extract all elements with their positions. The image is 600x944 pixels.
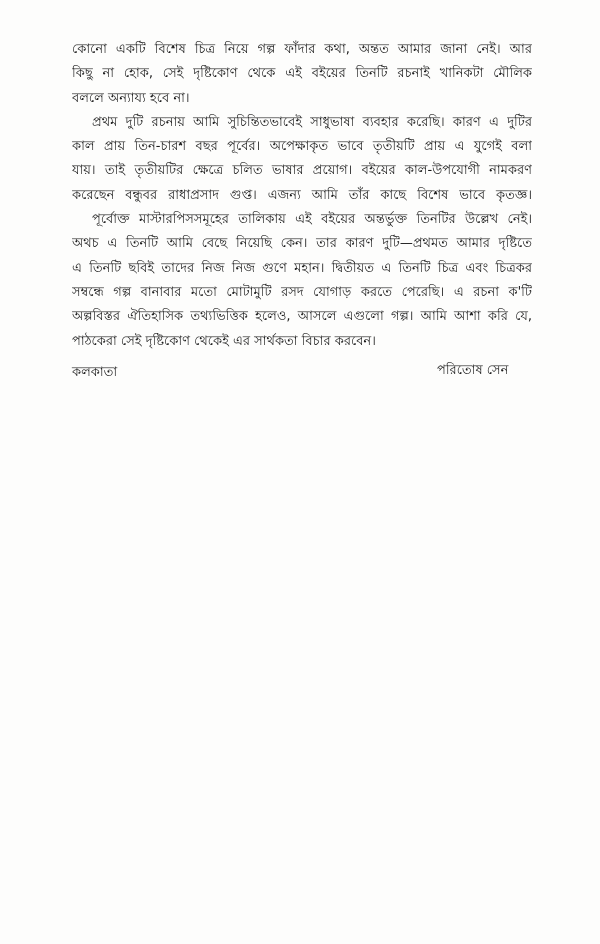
paragraph-2-line-1: প্রথম দুটি রচনায় আমি সুচিন্তিতভাবেই সাধুভাষা ব্যবহার করেছি। কারণ এ দুটির xyxy=(92,114,532,130)
paragraph-3-line-5: অল্পবিস্তর ঐতিহাসিক তথ্যভিত্তিক হলেও, আসলে এগুলো গল্প। আমি আশা করি যে, xyxy=(72,309,532,325)
paragraph-3-line-1: পূর্বোক্ত মাস্টারপিসসমূহের তালিকায় এই বইয়ের অন্তর্ভুক্ত তিনটির উল্লেখ নেই। xyxy=(92,212,532,228)
signature-place: কলকাতা xyxy=(72,365,118,380)
signature-author: পরিতোষ সেন xyxy=(437,363,509,378)
paragraph-3-line-3: এ তিনটি ছবিই তাদের নিজ নিজ গুণে মহান। দ্বিতীয়ত এ তিনটি চিত্র এবং চিত্রকর xyxy=(72,260,532,276)
paragraph-1-line-3: বললে অন্যায্য হবে না। xyxy=(72,90,190,106)
paragraph-3-line-2: অথচ এ তিনটি আমি বেছে নিয়েছি কেন। তার কারণ দুটি—প্রথমত আমার দৃষ্টিতে xyxy=(72,236,532,252)
paragraph-1-line-2: কিছু না হোক, সেই দৃষ্টিকোণ থেকে এই বইয়ের তিনটি রচনাই খানিকটা মৌলিক xyxy=(72,66,532,82)
paragraph-2-line-4: করেছেন বন্ধুবর রাধাপ্রসাদ গুপ্ত। এজন্য আমি তাঁর কাছে বিশেষ ভাবে কৃতজ্ঞ। xyxy=(72,187,532,203)
paragraph-2-line-2: কাল প্রায় তিন-চারশ বছর পূর্বের। অপেক্ষাকৃত ভাবে তৃতীয়টি প্রায় এ যুগেই বলা xyxy=(72,139,532,155)
paragraph-3-line-6: পাঠকেরা সেই দৃষ্টিকোণ থেকেই এর সার্থকতা বিচার করবেন। xyxy=(72,333,376,349)
paragraph-3-line-4: সম্বন্ধে গল্প বানাবার মতো মোটামুটি রসদ যোগাড় করতে পেরেছি। এ রচনা ক'টি xyxy=(72,284,532,300)
paragraph-2-line-3: যায়। তাই তৃতীয়টির ক্ষেত্রে চলিত ভাষার প্রয়োগ। বইয়ের কাল-উপযোগী নামকরণ xyxy=(72,163,532,179)
paragraph-1-line-1: কোনো একটি বিশেষ চিত্র নিয়ে গল্প ফাঁদার কথা, অন্তত আমার জানা নেই। আর xyxy=(72,42,532,57)
preface-body xyxy=(72,38,532,354)
